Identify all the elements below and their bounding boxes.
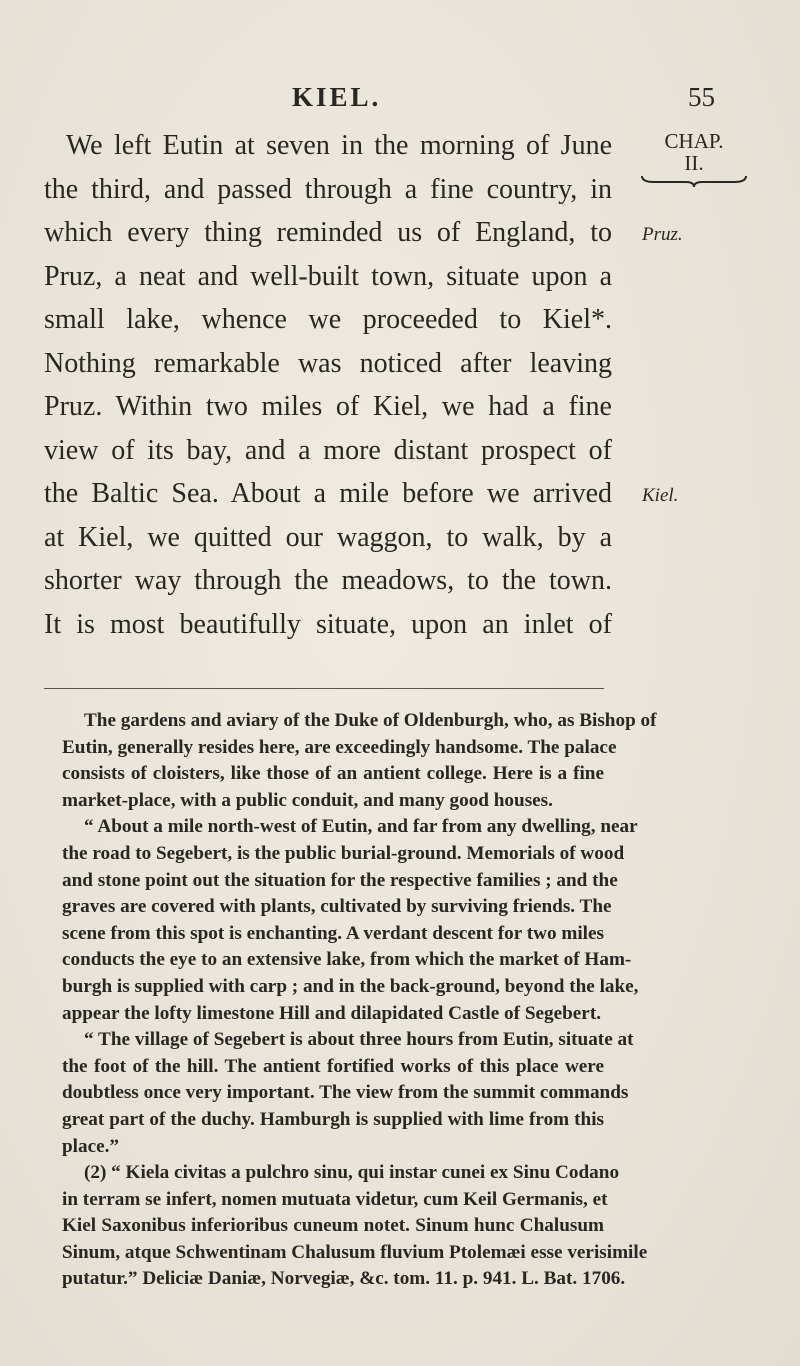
chapter-label: CHAP. [664,129,724,153]
chapter-number: II. [684,151,704,175]
body-line: Pruz. Within two miles of Kiel, we had a fine [44,391,612,422]
page-number: 55 [688,82,715,112]
footnote-line: Kiel Saxonibus inferioribus cuneum notet. Sinum hunc Chalusum [62,1215,604,1237]
footnote-line: The gardens and aviary of the Duke of Oldenburgh, who, as Bishop of [84,710,657,731]
footnote-line: putatur.” Deliciæ Daniæ, Norvegiæ, &c. tom. 11. p. 941. L. Bat. 1706. [62,1268,626,1290]
footnote-line: the foot of the hill. The antient fortified works of this place were [62,1055,604,1077]
body-line: Pruz, a neat and well-built town, situate upon a [44,260,612,292]
footnote-line: Sinum, atque Schwentinam Chalusum fluvium Ptolemæi esse verisimile [62,1241,648,1263]
footnote-line: consists of cloisters, like those of an antient college. Here is a fine [62,763,604,785]
footnote-line: (2) “ Kiela civitas a pulchro sinu, qui instar cunei ex Sinu Codano [84,1162,620,1184]
body-line: It is most beautifully situate, upon an inlet of [44,608,612,640]
footnote-line: burgh is supplied with carp ; and in the back-ground, beyond the lake, [62,975,639,997]
body-line: the third, and passed through a fine country, in [44,173,612,205]
body-line: small lake, whence we proceeded to Kiel*. [44,304,612,335]
footnote-line: the road to Segebert, is the public burial-ground. Memorials of wood [62,842,625,864]
main-text [44,124,612,646]
body-line: view of its bay, and a more distant prospect of [44,434,612,466]
footnotes [62,708,657,1293]
footnote-line: great part of the duchy. Hamburgh is supplied with lime from this [62,1108,604,1130]
body-line: the Baltic Sea. About a mile before we arrived [44,478,612,509]
body-line: at Kiel, we quitted our waggon, to walk, by a [44,521,612,553]
footnote-line: appear the lofty limestone Hill and dilapidated Castle of Segebert. [62,1002,602,1024]
footnote-line: doubtless once very important. The view from the summit commands [62,1082,629,1104]
footnote-rule [44,688,604,689]
running-head: KIEL. [292,82,382,112]
footnote-line: “ About a mile north-west of Eutin, and far from any dwelling, near [84,816,638,838]
margin-note-pruz: Pruz. [642,224,683,245]
footnote-line: conducts the eye to an extensive lake, from which the market of Ham- [62,949,632,971]
body-line: Nothing remarkable was noticed after leaving [44,347,612,379]
margin-note-kiel: Kiel. [642,485,679,506]
footnote-line: Eutin, generally resides here, are exceedingly handsome. The palace [62,736,617,758]
body-line: which every thing reminded us of England, to [44,217,612,248]
footnote-line: place.” [62,1135,120,1157]
footnote-line: market-place, with a public conduit, and many good houses. [62,789,553,811]
footnote-line: in terram se infert, nomen mutuata videtur, cum Keil Germanis, et [62,1188,608,1210]
footnote-line: and stone point out the situation for the respective families ; and the [62,869,618,891]
margin-chapter-label [644,130,744,174]
body-line: shorter way through the meadows, to the town. [44,565,612,596]
footnote-line: scene from this spot is enchanting. A verdant descent for two miles [62,922,604,944]
footnote-line: graves are covered with plants, cultivated by surviving friends. The [62,896,612,918]
footnote-line: “ The village of Segebert is about three hours from Eutin, situate at [84,1029,634,1051]
chapter-brace [640,174,748,188]
body-line: We left Eutin at seven in the morning of June [66,130,612,161]
